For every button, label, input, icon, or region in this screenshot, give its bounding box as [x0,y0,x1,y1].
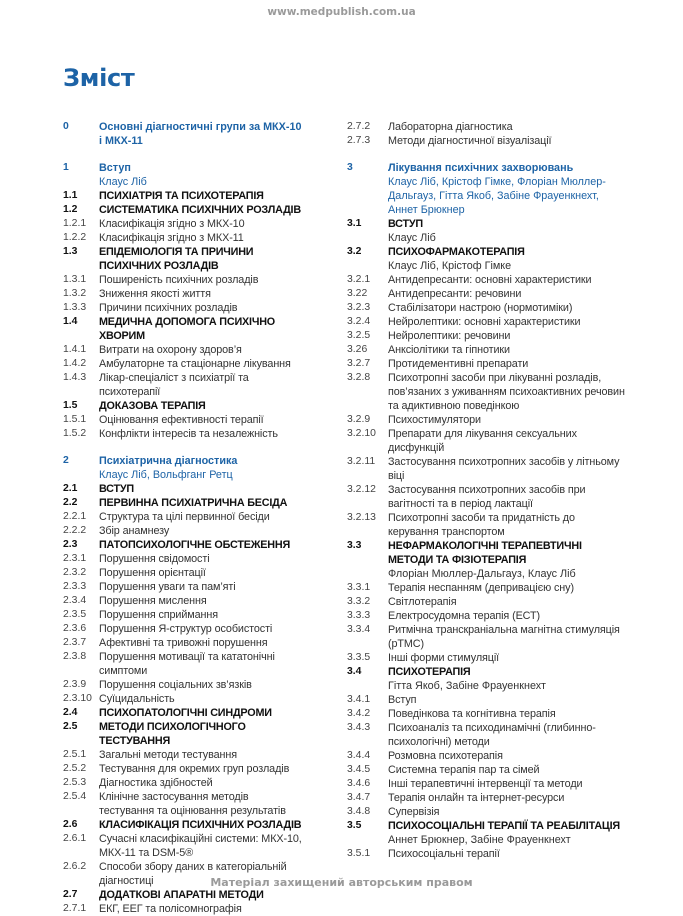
toc-entry-number: 3.2.7 [347,358,371,369]
toc-right-column [347,120,627,861]
watermark-top: www.medpublish.com.ua [267,6,416,18]
toc-entry [63,161,303,175]
toc-entry-title: Флоріан Мюллер-Дальгауз, Клаус Ліб [388,568,576,580]
toc-entry-number: 2.5.3 [63,777,87,788]
toc-entry [347,679,627,693]
toc-entry [63,357,303,371]
toc-entry-number: 2.1 [63,483,78,494]
toc-entry-number: 3.3.1 [347,582,371,593]
toc-entry [63,343,303,357]
toc-entry-title: Психосоціальні терапії [388,848,500,860]
toc-entry [347,805,627,819]
toc-entry-number: 3.4.7 [347,792,371,803]
toc-entry [347,707,627,721]
toc-entry-title: Основні діагностичні групи за МКХ-10 і МКХ-11 [99,121,302,147]
toc-entry-number: 2.6 [63,819,78,830]
toc-entry [63,762,303,776]
toc-entry-number: 2.5.4 [63,791,87,802]
toc-entry [347,721,627,749]
toc-entry [63,175,303,189]
toc-entry [63,413,303,427]
toc-entry [63,790,303,818]
toc-entry-number: 1.4.2 [63,358,87,369]
toc-entry-title: Афективні та тривожні порушення [99,637,268,649]
toc-entry [347,623,627,651]
toc-entry [347,749,627,763]
toc-entry [63,566,303,580]
toc-entry-number: 3.4.1 [347,694,371,705]
toc-entry-number: 2.3.9 [63,679,87,690]
toc-entry-title: Діагностика здібностей [99,777,213,789]
toc-entry [63,399,303,413]
toc-entry [63,622,303,636]
toc-entry-number: 3.2.13 [347,512,376,523]
toc-entry-number: 3.4.2 [347,708,371,719]
toc-entry [347,693,627,707]
toc-entry [347,301,627,315]
toc-entry-number: 1.1 [63,190,78,201]
toc-entry [63,594,303,608]
toc-entry [63,678,303,692]
toc-entry [63,608,303,622]
toc-entry-title: Психоаналіз та психодинамічні (глибинно-психологічні) методи [388,722,596,748]
toc-entry-number: 1.2.2 [63,232,87,243]
toc-entry-title: Розмовна психотерапія [388,750,503,762]
toc-entry-number: 3.3.5 [347,652,371,663]
toc-entry-title: ВСТУП [99,483,134,495]
toc-entry-title: Класифікація згідно з МКХ-10 [99,218,245,230]
toc-entry-number: 2.5.1 [63,749,87,760]
toc-entry [347,609,627,623]
toc-entry-title: Порушення свідомості [99,553,210,565]
toc-entry-number: 3.3.4 [347,624,371,635]
toc-entry-title: Електросудомна терапія (ЕСТ) [388,610,540,622]
toc-entry [63,524,303,538]
toc-entry [63,552,303,566]
toc-entry-number: 1.4.1 [63,344,87,355]
toc-entry-title: Ритмічна транскраніальна магнітна стимуляція (рТМС) [388,624,620,650]
toc-entry-title: Порушення Я-структур особистості [99,623,273,635]
toc-entry-number: 2.3.10 [63,693,92,704]
toc-entry-title: Порушення сприймання [99,609,218,621]
toc-entry-title: Причини психічних розладів [99,302,238,314]
toc-entry-number: 3.2.9 [347,414,371,425]
toc-entry-number: 3.4 [347,666,362,677]
toc-entry-number: 3.4.8 [347,806,371,817]
toc-entry-number: 2.4 [63,707,78,718]
toc-entry [347,539,627,567]
toc-entry-title: Застосування психотропних засобів при вагітності та в період лактації [388,484,586,510]
toc-entry [347,413,627,427]
toc-entry-number: 1.3.3 [63,302,87,313]
toc-entry-title: Класифікація згідно з МКХ-11 [99,232,244,244]
toc-entry-number: 3 [347,162,353,173]
toc-entry [347,120,627,134]
toc-entry [63,832,303,860]
toc-entry [347,287,627,301]
toc-entry-title: Психотропні засоби та придатність до керування транспортом [388,512,575,538]
toc-entry-title: Антидепресанти: основні характеристики [388,274,592,286]
toc-entry-title: ПЕРВИННА ПСИХІАТРИЧНА БЕСІДА [99,497,288,509]
toc-entry-title: Оцінювання ефективності терапії [99,414,264,426]
toc-entry-number: 2.3.8 [63,651,87,662]
toc-entry-number: 2.7.2 [347,121,371,132]
toc-entry-title: Клаус Ліб [99,176,147,188]
toc-entry-title: ДОКАЗОВА ТЕРАПІЯ [99,400,206,412]
toc-entry-number: 1.4 [63,316,78,327]
toc-entry-title: Вступ [99,162,131,174]
toc-entry-title: Поведінкова та когнітивна терапія [388,708,556,720]
toc-entry-title: Системна терапія пар та сімей [388,764,540,776]
toc-entry [63,287,303,301]
toc-entry [347,651,627,665]
toc-entry [347,483,627,511]
toc-entry [347,833,627,847]
toc-entry-title: Супервізія [388,806,440,818]
toc-entry-number: 2.3.7 [63,637,87,648]
toc-entry-title: Порушення уваги та пам’яті [99,581,236,593]
toc-entry-title: Терапія онлайн та інтернет-ресурси [388,792,565,804]
toc-entry [63,468,303,482]
toc-entry-number: 0 [63,121,69,132]
toc-entry-number: 3.2.1 [347,274,371,285]
toc-entry-title: Нейролептики: речовини [388,330,511,342]
toc-entry-number: 3.3.2 [347,596,371,607]
toc-entry-title: КЛАСИФІКАЦІЯ ПСИХІЧНИХ РОЗЛАДІВ [99,819,302,831]
toc-entry [347,161,627,175]
toc-entry [347,791,627,805]
toc-entry [63,692,303,706]
toc-entry-title: Гітта Якоб, Забіне Фрауенкнехт [388,680,546,692]
toc-entry-title: Застосування психотропних засобів у літньому віці [388,456,620,482]
toc-entry-title: Психіатрична діагностика [99,455,238,467]
toc-entry [63,120,303,148]
toc-entry-number: 2.3.1 [63,553,87,564]
watermark-bottom: Матеріал захищений авторським правом [210,876,473,889]
toc-entry [347,134,627,148]
toc-entry-title: Лабораторна діагностика [388,121,513,133]
toc-entry [347,567,627,581]
toc-entry [63,538,303,552]
toc-entry-title: Структура та цілі первинної бесіди [99,511,270,523]
toc-entry-title: Психостимулятори [388,414,481,426]
toc-entry-number: 1.2 [63,204,78,215]
toc-entry-title: Препарати для лікування сексуальних дисфункцій [388,428,577,454]
toc-entry-number: 1.2.1 [63,218,87,229]
toc-entry [347,315,627,329]
toc-entry [63,454,303,468]
toc-entry [63,902,303,916]
toc-entry-title: Світлотерапія [388,596,457,608]
toc-entry-number: 1.5.1 [63,414,87,425]
toc-entry-title: Витрати на охорону здоров’я [99,344,242,356]
toc-entry-title: Нейролептики: основні характеристики [388,316,581,328]
toc-entry-title: Аннет Брюкнер, Забіне Фрауенкнехт [388,834,571,846]
toc-entry [63,189,303,203]
toc-entry-title: ЕКГ, ЕЕГ та полісомнографія [99,903,242,915]
toc-entry [347,371,627,413]
toc-entry-title: Терапія неспанням (депривацією сну) [388,582,574,594]
toc-entry [347,595,627,609]
toc-entry-title: Вступ [388,694,417,706]
toc-entry-number: 2.3.5 [63,609,87,620]
toc-entry-number: 2.7.3 [347,135,371,146]
toc-entry [63,273,303,287]
toc-entry-number: 3.2.12 [347,484,376,495]
toc-entry-number: 3.4.3 [347,722,371,733]
toc-entry-number: 3.22 [347,288,368,299]
toc-entry-title: Тестування для окремих груп розладів [99,763,290,775]
toc-entry [347,245,627,259]
toc-entry [63,818,303,832]
toc-entry [347,217,627,231]
toc-entry-title: ПСИХОФАРМАКОТЕРАПІЯ [388,246,525,258]
toc-entry-number: 2.3.6 [63,623,87,634]
toc-entry-number: 3.5.1 [347,848,371,859]
toc-entry-title: Загальні методи тестування [99,749,237,761]
toc-entry-number: 2.2.1 [63,511,87,522]
toc-entry-title: Клаус Ліб, Крістоф Гімке, Флоріан Мюллер-Дальгауз, Гітта Якоб, Забіне Фрауенкнехт, Аннет Брюкнер [388,176,606,216]
toc-left-column [63,120,303,916]
toc-entry-title: ПСИХІАТРІЯ ТА ПСИХОТЕРАПІЯ [99,190,264,202]
toc-entry-number: 3.2.11 [347,456,376,467]
toc-entry-title: Порушення соціальних зв’язків [99,679,252,691]
toc-entry-number: 2.2.2 [63,525,87,536]
toc-entry-title: Стабілізатори настрою (нормотиміки) [388,302,573,314]
toc-entry-number: 3.26 [347,344,368,355]
toc-entry [63,231,303,245]
toc-entry [63,636,303,650]
toc-entry-number: 2.3.3 [63,581,87,592]
toc-entry-number: 3.3 [347,540,362,551]
toc-entry-number: 3.4.5 [347,764,371,775]
toc-entry-title: МЕТОДИ ПСИХОЛОГІЧНОГО ТЕСТУВАННЯ [99,721,246,747]
toc-entry-number: 3.2.10 [347,428,376,439]
toc-entry-title: Зниження якості життя [99,288,211,300]
toc-entry-number: 2.2 [63,497,78,508]
toc-entry-number: 2.7.1 [63,903,87,914]
toc-entry-number: 3.5 [347,820,362,831]
toc-entry-title: ЕПІДЕМІОЛОГІЯ ТА ПРИЧИНИ ПСИХІЧНИХ РОЗЛАДІВ [99,246,254,272]
toc-entry [347,763,627,777]
toc-entry-title: Протидементивні препарати [388,358,529,370]
toc-entry-title: ПСИХОПАТОЛОГІЧНІ СИНДРОМИ [99,707,272,719]
toc-entry [63,482,303,496]
toc-entry-title: Клаус Ліб [388,232,436,244]
toc-entry-title: Порушення орієнтації [99,567,206,579]
toc-entry-title: ПСИХОТЕРАПІЯ [388,666,471,678]
toc-entry-title: Збір анамнезу [99,525,170,537]
toc-entry-number: 3.4.4 [347,750,371,761]
toc-entry [63,496,303,510]
toc-entry-title: Лікар-спеціаліст з психіатрії та психотерапії [99,372,249,398]
toc-entry-title: ПСИХОСОЦІАЛЬНІ ТЕРАПІЇ ТА РЕАБІЛІТАЦІЯ [388,820,620,832]
toc-entry-title: Порушення мислення [99,595,207,607]
toc-entry-title: Амбулаторне та стаціонарне лікування [99,358,291,370]
toc-entry [347,819,627,833]
toc-entry-title: Інші форми стимуляції [388,652,500,664]
toc-entry-number: 2.6.2 [63,861,87,872]
toc-entry-number: 3.2.5 [347,330,371,341]
toc-entry-number: 2.3.4 [63,595,87,606]
toc-entry [347,847,627,861]
toc-entry-title: СИСТЕМАТИКА ПСИХІЧНИХ РОЗЛАДІВ [99,204,301,216]
toc-entry [347,175,627,217]
toc-entry-title: ДОДАТКОВІ АПАРАТНІ МЕТОДИ [99,889,264,901]
toc-entry-title: Клаус Ліб, Вольфганг Ретц [99,469,233,481]
toc-entry [347,231,627,245]
toc-entry [347,665,627,679]
toc-entry-number: 1.4.3 [63,372,87,383]
toc-entry [63,315,303,343]
toc-entry-number: 3.2.3 [347,302,371,313]
toc-entry-number: 3.2.4 [347,316,371,327]
toc-entry [347,581,627,595]
toc-entry [63,748,303,762]
toc-entry [347,329,627,343]
toc-entry-title: Конфлікти інтересів та незалежність [99,428,278,440]
toc-entry-title: МЕДИЧНА ДОПОМОГА ПСИХІЧНО ХВОРИМ [99,316,276,342]
toc-entry [63,776,303,790]
toc-entry-title: Клаус Ліб, Крістоф Гімке [388,260,512,272]
toc-entry [63,217,303,231]
toc-entry-number: 3.4.6 [347,778,371,789]
toc-entry-number: 1.5 [63,400,78,411]
toc-entry-title: Порушення мотивації та кататонічні симптоми [99,651,275,677]
toc-entry-number: 2.5.2 [63,763,87,774]
toc-entry-number: 2.3 [63,539,78,550]
toc-entry-number: 3.2.8 [347,372,371,383]
toc-entry-title: Поширеність психічних розладів [99,274,259,286]
toc-entry [63,371,303,399]
toc-entry-title: ВСТУП [388,218,423,230]
toc-entry-title: Інші терапевтичні інтервенції та методи [388,778,583,790]
toc-entry-title: Антидепресанти: речовини [388,288,522,300]
toc-entry-number: 2.5 [63,721,78,732]
toc-entry-number: 2.6.1 [63,833,87,844]
toc-entry-title: Психотропні засоби при лікуванні розладів, пов’язаних з уживанням психоактивних речовин та адиктивною поведінкою [388,372,625,412]
toc-entry-title: Суїцидальність [99,693,175,705]
toc-entry [63,427,303,441]
toc-entry-title: Лікування психічних захворювань [388,162,574,174]
toc-entry-number: 1.3.2 [63,288,87,299]
toc-entry-title: Способи збору даних в категоріальній діагностиці [99,861,287,887]
toc-entry-number: 1.3 [63,246,78,257]
page-title: Зміст [63,64,135,92]
toc-entry [347,259,627,273]
toc-entry-title: ПАТОПСИХОЛОГІЧНЕ ОБСТЕЖЕННЯ [99,539,291,551]
toc-entry [347,777,627,791]
toc-entry-number: 2.3.2 [63,567,87,578]
toc-entry-title: Сучасні класифікаційні системи: МКХ-10, МКХ-11 та DSM-5® [99,833,302,859]
toc-entry-number: 2 [63,455,69,466]
toc-entry [63,650,303,678]
toc-entry-title: Анксіолітики та гіпнотики [388,344,510,356]
toc-entry-number: 1 [63,162,69,173]
toc-entry-title: Клінічне застосування методів тестування та оцінювання результатів [99,791,286,817]
toc-entry [63,580,303,594]
toc-entry-number: 3.3.3 [347,610,371,621]
toc-entry [347,343,627,357]
toc-entry [63,203,303,217]
toc-entry-number: 1.3.1 [63,274,87,285]
toc-entry-number: 3.1 [347,218,362,229]
toc-entry-number: 3.2 [347,246,362,257]
toc-entry [63,706,303,720]
toc-entry [63,245,303,273]
toc-entry [347,427,627,455]
toc-entry-number: 2.7 [63,889,78,900]
toc-entry-number: 1.5.2 [63,428,87,439]
toc-entry [347,357,627,371]
toc-entry [347,455,627,483]
toc-entry-title: НЕФАРМАКОЛОГІЧНІ ТЕРАПЕВТИЧНІ МЕТОДИ ТА ФІЗІОТЕРАПІЯ [388,540,582,566]
toc-entry [347,273,627,287]
toc-entry [347,511,627,539]
toc-entry-title: Методи діагностичної візуалізації [388,135,552,147]
toc-entry [63,720,303,748]
toc-entry [63,510,303,524]
toc-entry [63,301,303,315]
